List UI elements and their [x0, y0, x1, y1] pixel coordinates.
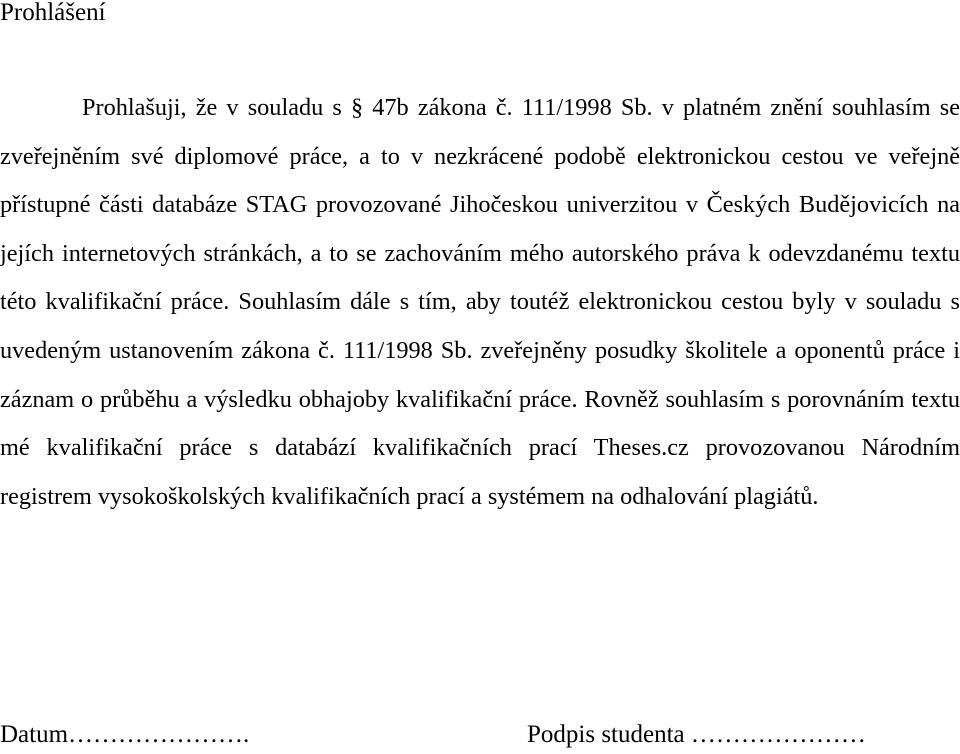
signature-line: Podpis studenta …………………	[527, 721, 866, 748]
date-line: Datum………………….	[0, 721, 250, 748]
page-title: Prohlášení	[0, 0, 106, 26]
declaration-paragraph: Prohlašuji, že v souladu s § 47b zákona č. 111/1998 Sb. v platném znění souhlasím se zveřejněním své diplomové práce, a to v nezkrácené podobě elektronickou cestou ve veřejně přístupné části databáze STAG provozované Jihočeskou univerzitou v Českých Budějovicích na jejích internetových stránkách, a to se zachováním mého autorského práva k odevzdanému textu této kvalifikační práce. Souhlasím dále s tím, aby toutéž elektronickou cestou byly v souladu s uvedeným ustanovením zákona č. 111/1998 Sb. zveřejněny posudky školitele a oponentů práce i záznam o průběhu a výsledku obhajoby kvalifikační práce. Rovněž souhlasím s porovnáním textu mé kvalifikační práce s databází kvalifikačních prací Theses.cz provozovanou Národním registrem vysokoškolských kvalifikačních prací a systémem na odhalování plagiátů.	[0, 94, 960, 510]
